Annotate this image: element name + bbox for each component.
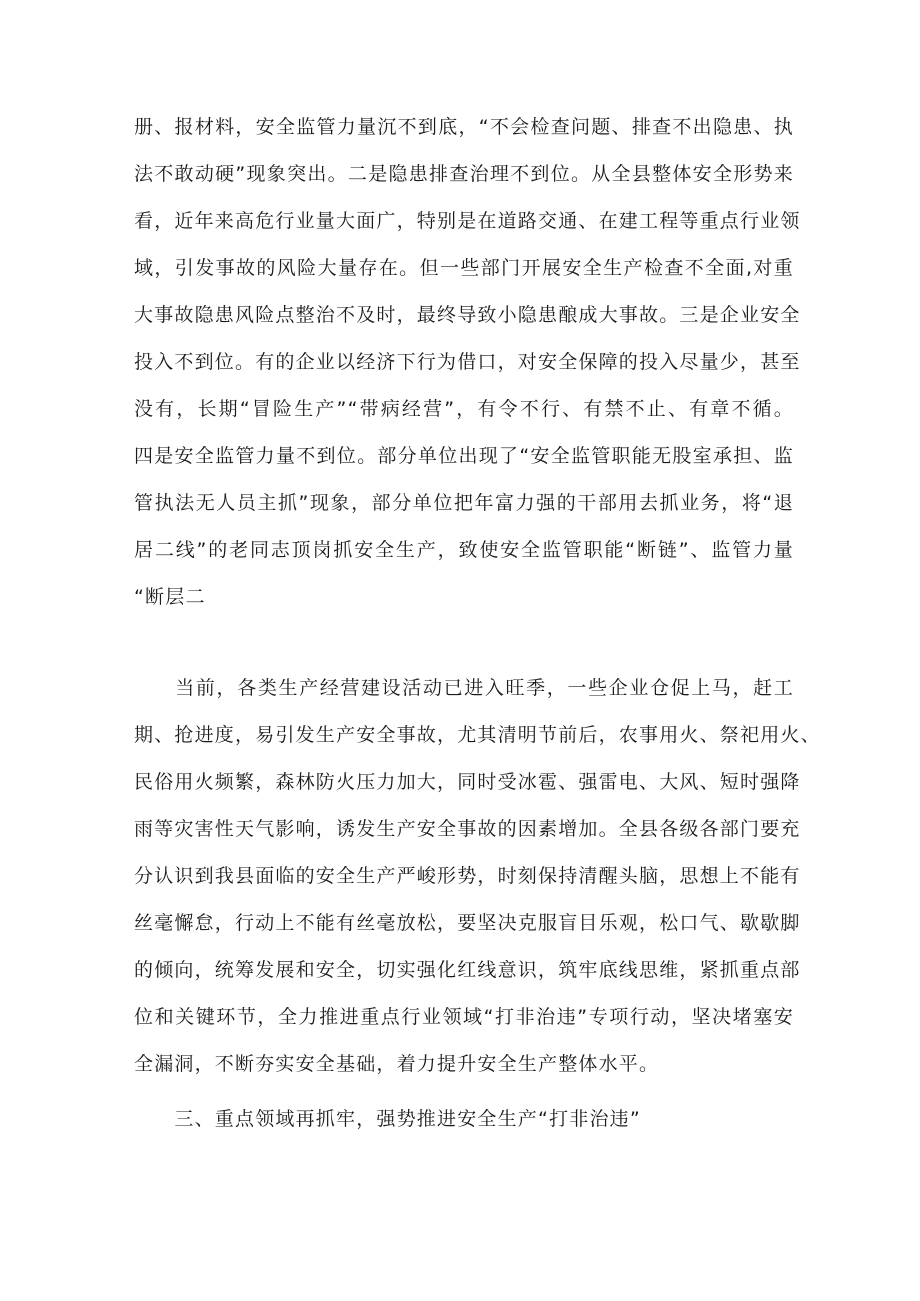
text-line: 域，引发事故的风险大量存在。但一些部门开展安全生产检查不全面,对重 [134, 257, 794, 279]
text-line: 投入不到位。有的企业以经济下行为借口，对安全保障的投入尽量少，甚至 [134, 351, 801, 373]
text-line: 当前，各类生产经营建设活动已进入旺季，一些企业仓促上马，赶工 [134, 677, 794, 699]
paragraph-safety-problems [134, 104, 801, 621]
section-heading: 三、重点领域再抓牢，强势推进安全生产“打非治违” [134, 1108, 641, 1130]
text-line: “断层二 [134, 586, 206, 608]
paragraph-current-situation [134, 665, 821, 1088]
text-line: 民俗用火频繁，森林防火压力加大，同时受冰雹、强雷电、大风、短时强降 [134, 771, 801, 793]
text-line: 没有，长期“冒险生产”“带病经营”，有令不行、有禁不止、有章不循。 [134, 398, 794, 420]
text-line: 管执法无人员主抓”现象，部分单位把年富力强的干部用去抓业务，将“退 [134, 492, 794, 514]
text-line: 的倾向，统筹发展和安全，切实强化红线意识，筑牢底线思维，紧抓重点部 [134, 959, 801, 981]
text-line: 大事故隐患风险点整治不及时，最终导致小隐患酿成大事故。三是企业安全 [134, 304, 801, 326]
text-line: 册、报材料，安全监管力量沉不到底，“不会检查问题、排查不出隐患、执 [134, 116, 794, 138]
text-line: 位和关键环节，全力推进重点行业领域“打非治违”专项行动，坚决堵塞安 [134, 1006, 794, 1028]
text-line: 法不敢动硬”现象突出。二是隐患排查治理不到位。从全县整体安全形势来 [134, 163, 794, 185]
text-line: 丝毫懈怠，行动上不能有丝毫放松，要坚决克服盲目乐观，松口气、歇歇脚 [134, 912, 801, 934]
text-line: 居二线”的老同志顶岗抓安全生产，致使安全监管职能“断链”、监管力量 [134, 539, 794, 561]
text-line: 全漏洞，不断夯实安全基础，着力提升安全生产整体水平。 [134, 1053, 660, 1075]
text-line: 看，近年来高危行业量大面广，特别是在道路交通、在建工程等重点行业领 [134, 210, 801, 232]
section-heading-block [134, 1096, 794, 1143]
text-line: 分认识到我县面临的安全生产严峻形势，时刻保持清醒头脑，思想上不能有 [134, 865, 801, 887]
text-line: 四是安全监管力量不到位。部分单位出现了“安全监管职能无股室承担、监 [134, 445, 794, 467]
text-line: 期、抢进度，易引发生产安全事故，尤其清明节前后，农事用火、祭祀用火、 [134, 724, 821, 746]
text-line: 雨等灾害性天气影响，诱发生产安全事故的因素增加。全县各级各部门要充 [134, 818, 801, 840]
